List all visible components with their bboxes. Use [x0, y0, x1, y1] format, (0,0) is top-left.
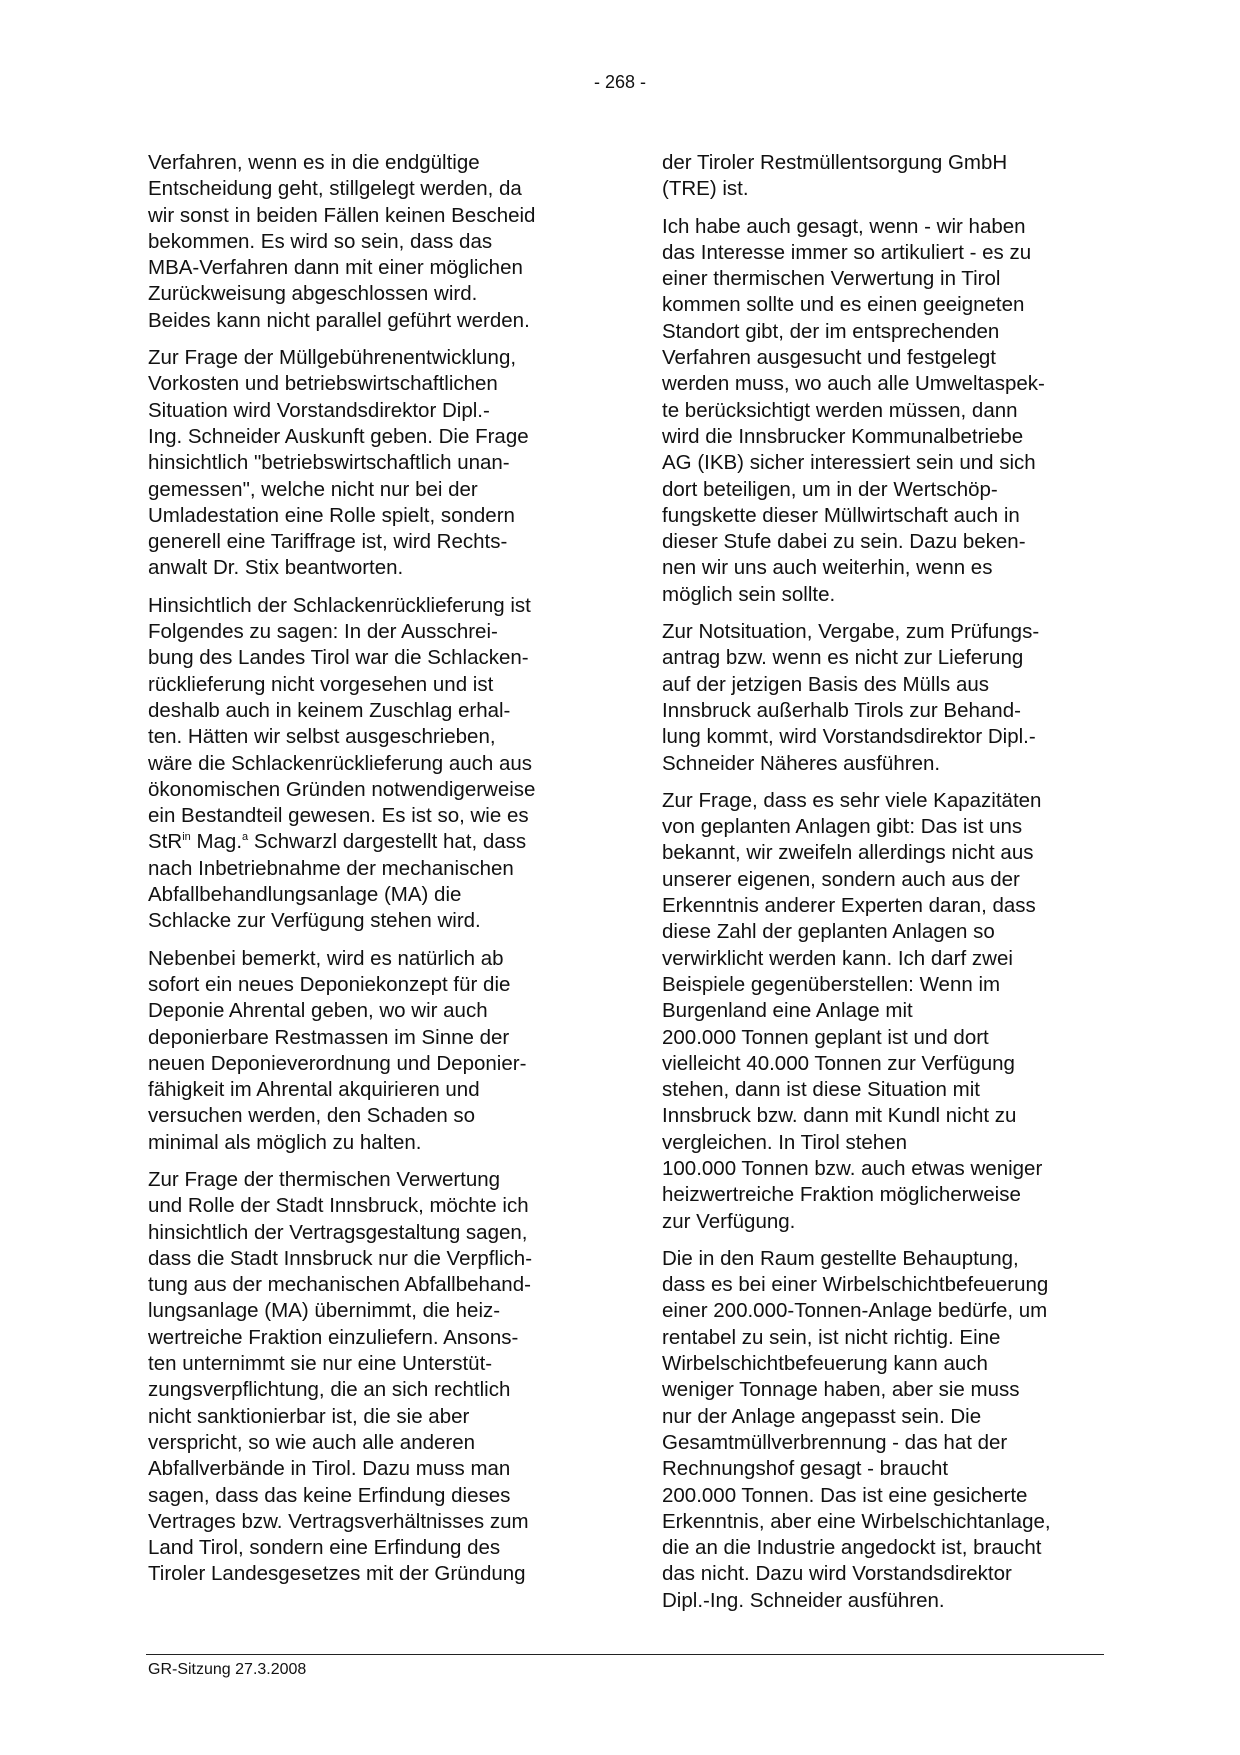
text-line: Zur Notsituation, Vergabe, zum Prüfungs- — [662, 620, 1040, 644]
paragraph — [148, 150, 593, 334]
text-line: Standort gibt, der im entsprechenden — [662, 319, 1000, 343]
text-line: verwirklicht werden kann. Ich darf zwei — [662, 946, 1013, 970]
text-fragment: Schwarzl dargestellt hat, dass — [248, 830, 527, 854]
text-line: MBA-Verfahren dann mit einer möglichen — [148, 256, 523, 280]
text-line: auf der jetzigen Basis des Mülls aus — [662, 672, 990, 696]
text-line: 200.000 Tonnen geplant ist und dort — [662, 1025, 989, 1049]
paragraph — [148, 345, 593, 582]
paragraph — [662, 150, 1112, 203]
text-line: lung kommt, wird Vorstandsdirektor Dipl.- — [662, 725, 1036, 749]
text-line: te berücksichtigt werden müssen, dann — [662, 398, 1018, 422]
text-line: neuen Deponieverordnung und Deponier- — [148, 1051, 527, 1075]
text-line: werden muss, wo auch alle Umweltaspek- — [662, 372, 1045, 396]
text-line: sagen, dass das keine Erfindung dieses — [148, 1483, 511, 1507]
text-line: Die in den Raum gestellte Behauptung, — [662, 1246, 1019, 1270]
text-line: Abfallbehandlungsanlage (MA) die — [148, 883, 462, 907]
paragraph — [148, 946, 593, 1156]
footer-divider — [146, 1654, 1104, 1655]
text-line: deponierbare Restmassen im Sinne der — [148, 1025, 510, 1049]
text-line: stehen, dann ist diese Situation mit — [662, 1078, 980, 1102]
text-line: dass es bei einer Wirbelschichtbefeuerung — [662, 1273, 1049, 1297]
text-line: Burgenland eine Anlage mit — [662, 999, 913, 1023]
paragraph — [662, 214, 1112, 608]
text-line: zungsverpflichtung, die an sich rechtlich — [148, 1378, 511, 1402]
text-line: unserer eigenen, sondern auch aus der — [662, 867, 1020, 891]
paragraph — [662, 788, 1112, 1235]
text-line: das Interesse immer so artikuliert - es zu — [662, 240, 1032, 264]
text-line: (TRE) ist. — [662, 177, 749, 201]
text-line: sofort ein neues Deponiekonzept für die — [148, 972, 511, 996]
text-line: Vorkosten und betriebswirtschaftlichen — [148, 372, 498, 396]
text-line: Erkenntnis anderer Experten daran, dass — [662, 894, 1036, 918]
text-line: Entscheidung geht, stillgelegt werden, da — [148, 177, 522, 201]
text-line: Zur Frage, dass es sehr viele Kapazitäten — [662, 788, 1042, 812]
text-line: wertreiche Fraktion einzuliefern. Ansons- — [148, 1325, 519, 1349]
text-line: rentabel zu sein, ist nicht richtig. Eine — [662, 1325, 1001, 1349]
text-line: vielleicht 40.000 Tonnen zur Verfügung — [662, 1051, 1015, 1075]
text-line: AG (IKB) sicher interessiert sein und sich — [662, 451, 1036, 475]
text-line: wird die Innsbrucker Kommunalbetriebe — [662, 424, 1024, 448]
text-line: hinsichtlich "betriebswirtschaftlich unan- — [148, 451, 510, 475]
text-fragment: Mag. — [190, 830, 243, 854]
text-line: bung des Landes Tirol war die Schlacken- — [148, 646, 529, 670]
text-line: von geplanten Anlagen gibt: Das ist uns — [662, 815, 1023, 839]
text-line: Tiroler Landesgesetzes mit der Gründung — [148, 1562, 526, 1586]
text-line: Vertrages bzw. Vertragsverhältnisses zum — [148, 1509, 529, 1533]
text-line: Gesamtmüllverbrennung - das hat der — [662, 1430, 1008, 1454]
superscript: in — [182, 831, 191, 844]
text-line: Innsbruck außerhalb Tirols zur Behand- — [662, 698, 1021, 722]
text-line: minimal als möglich zu halten. — [148, 1130, 422, 1154]
text-line: Land Tirol, sondern eine Erfindung des — [148, 1536, 501, 1560]
text-line-with-superscripts — [148, 829, 593, 855]
text-line: das nicht. Dazu wird Vorstandsdirektor — [662, 1562, 1012, 1586]
text-line: einer thermischen Verwertung in Tirol — [662, 267, 1001, 291]
text-fragment: StR — [148, 830, 183, 854]
text-line: ein Bestandteil gewesen. Es ist so, wie es — [148, 804, 529, 828]
text-line: Zur Frage der thermischen Verwertung — [148, 1167, 501, 1191]
text-line: versuchen werden, den Schaden so — [148, 1104, 476, 1128]
text-line: 200.000 Tonnen. Das ist eine gesicherte — [662, 1483, 1028, 1507]
text-line: ten unternimmt sie nur eine Unterstüt- — [148, 1352, 493, 1376]
text-line: einer 200.000-Tonnen-Anlage bedürfe, um — [662, 1299, 1048, 1323]
text-line: Ich habe auch gesagt, wenn - wir haben — [662, 214, 1026, 238]
text-line: Schlacke zur Verfügung stehen wird. — [148, 909, 481, 933]
text-line: Umladestation eine Rolle spielt, sondern — [148, 503, 515, 527]
text-line: Innsbruck bzw. dann mit Kundl nicht zu — [662, 1104, 1017, 1128]
paragraph — [148, 1167, 593, 1588]
paragraph — [662, 1246, 1112, 1614]
text-line: Deponie Ahrental geben, wo wir auch — [148, 999, 488, 1023]
text-line: bekannt, wir zweifeln allerdings nicht aus — [662, 841, 1034, 865]
text-line: ten. Hätten wir selbst ausgeschrieben, — [148, 725, 496, 749]
text-line: Zurückweisung abgeschlossen wird. — [148, 282, 478, 306]
text-line: nicht sanktionierbar ist, die sie aber — [148, 1404, 470, 1428]
text-line: deshalb auch in keinem Zuschlag erhal- — [148, 698, 511, 722]
text-line: möglich sein sollte. — [662, 582, 836, 606]
text-line: Situation wird Vorstandsdirektor Dipl.- — [148, 398, 490, 422]
paragraph — [148, 593, 593, 935]
text-line: antrag bzw. wenn es nicht zur Lieferung — [662, 646, 1024, 670]
text-line: 100.000 Tonnen bzw. auch etwas weniger — [662, 1156, 1043, 1180]
text-line: Beides kann nicht parallel geführt werden. — [148, 308, 530, 332]
text-line: tung aus der mechanischen Abfallbehand- — [148, 1273, 531, 1297]
page-number: - 268 - — [593, 72, 647, 92]
text-line: Wirbelschichtbefeuerung kann auch — [662, 1352, 988, 1376]
text-line: Schneider Näheres ausführen. — [662, 751, 941, 775]
text-line: die an die Industrie angedockt ist, braucht — [662, 1536, 1042, 1560]
text-line: Hinsichtlich der Schlackenrücklieferung ist — [148, 593, 531, 617]
superscript: a — [242, 831, 249, 844]
text-line: gemessen", welche nicht nur bei der — [148, 477, 478, 501]
paragraph — [662, 619, 1112, 777]
text-line: generell eine Tariffrage ist, wird Rechts- — [148, 530, 508, 554]
text-line: Dipl.-Ing. Schneider ausführen. — [662, 1588, 945, 1612]
text-line: rücklieferung nicht vorgesehen und ist — [148, 672, 494, 696]
text-line: fungskette dieser Müllwirtschaft auch in — [662, 503, 1020, 527]
text-line: wäre die Schlackenrücklieferung auch aus — [148, 751, 533, 775]
text-line: bekommen. Es wird so sein, dass das — [148, 229, 493, 253]
text-line: fähigkeit im Ahrental akquirieren und — [148, 1078, 480, 1102]
text-line: Erkenntnis, aber eine Wirbelschichtanlage, — [662, 1509, 1051, 1533]
footer-text: GR-Sitzung 27.3.2008 — [148, 1661, 307, 1678]
text-line: dass die Stadt Innsbruck nur die Verpflich- — [148, 1246, 533, 1270]
text-line: diese Zahl der geplanten Anlagen so — [662, 920, 995, 944]
text-line: verspricht, so wie auch alle anderen — [148, 1430, 476, 1454]
text-line: heizwertreiche Fraktion möglicherweise — [662, 1183, 1021, 1207]
text-line: nach Inbetriebnahme der mechanischen — [148, 856, 514, 880]
text-line: Beispiele gegenüberstellen: Wenn im — [662, 972, 1001, 996]
text-line: dieser Stufe dabei zu sein. Dazu beken- — [662, 530, 1026, 554]
text-line: weniger Tonnage haben, aber sie muss — [662, 1378, 1020, 1402]
text-line: Verfahren, wenn es in die endgültige — [148, 151, 480, 174]
text-line: und Rolle der Stadt Innsbruck, möchte ich — [148, 1194, 529, 1218]
text-line: dort beteiligen, um in der Wertschöp- — [662, 477, 998, 501]
text-line: Rechnungshof gesagt - braucht — [662, 1457, 949, 1481]
text-line: Nebenbei bemerkt, wird es natürlich ab — [148, 946, 504, 970]
text-line: Ing. Schneider Auskunft geben. Die Frage — [148, 424, 529, 448]
text-line: vergleichen. In Tirol stehen — [662, 1130, 907, 1154]
left-column — [148, 150, 593, 1599]
text-line: Abfallverbände in Tirol. Dazu muss man — [148, 1457, 511, 1481]
text-line: hinsichtlich der Vertragsgestaltung sagen, — [148, 1220, 528, 1244]
text-line: der Tiroler Restmüllentsorgung GmbH — [662, 151, 1008, 174]
text-line: kommen sollte und es einen geeigneten — [662, 293, 1025, 317]
text-line: Verfahren ausgesucht und festgelegt — [662, 346, 996, 370]
text-line: ökonomischen Gründen notwendigerweise — [148, 777, 536, 801]
text-line: Zur Frage der Müllgebührenentwicklung, — [148, 346, 517, 370]
text-line: Folgendes zu sagen: In der Ausschrei- — [148, 620, 498, 644]
text-line: nur der Anlage angepasst sein. Die — [662, 1404, 982, 1428]
text-line: zur Verfügung. — [662, 1209, 796, 1233]
text-line: wir sonst in beiden Fällen keinen Bescheid — [148, 203, 536, 227]
text-line: anwalt Dr. Stix beantworten. — [148, 556, 404, 580]
text-line: nen wir uns auch weiterhin, wenn es — [662, 556, 993, 580]
right-column — [662, 150, 1112, 1625]
text-line: lungsanlage (MA) übernimmt, die heiz- — [148, 1299, 501, 1323]
